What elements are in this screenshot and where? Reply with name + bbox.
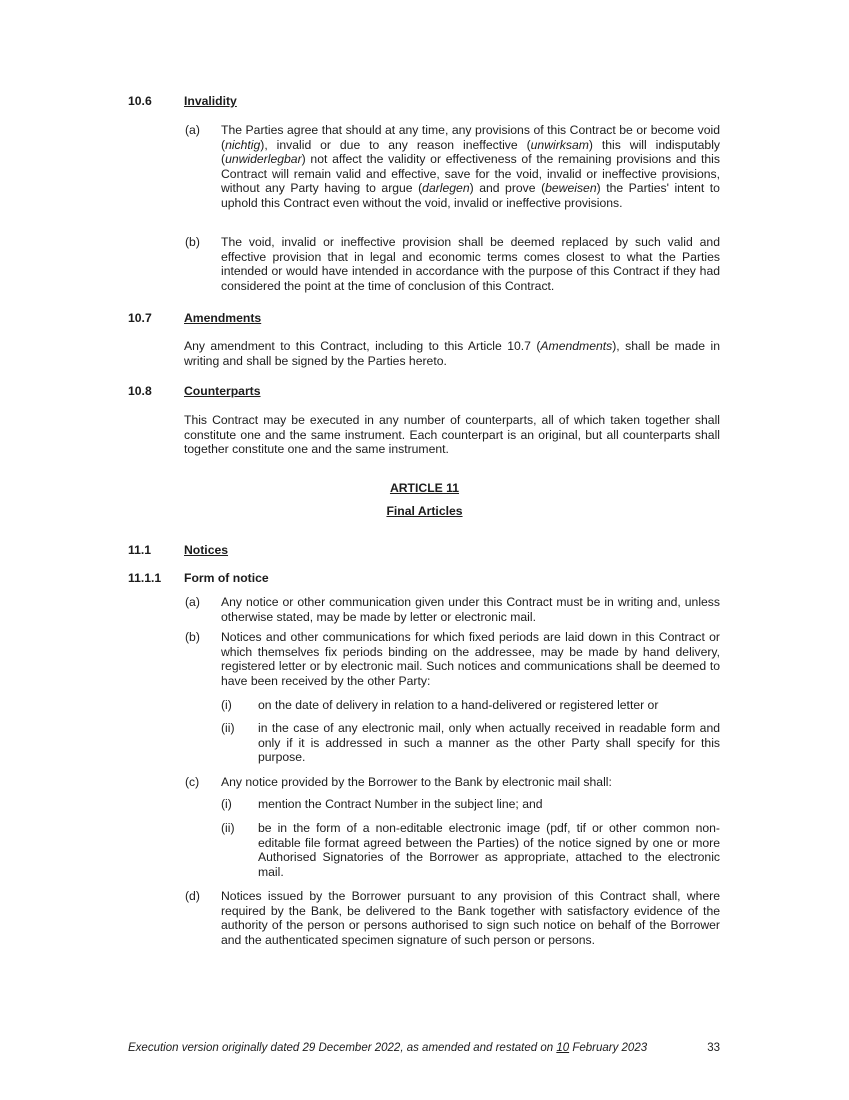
- clause-label: (d): [185, 889, 200, 903]
- clause-label: (a): [185, 123, 200, 137]
- section-number: 10.6: [128, 94, 152, 108]
- clause-11-1-1-c-ii: be in the form of a non-editable electronic image (pdf, tif or other common non-editable file format agreed between the Parties) of the notice signed by one or more Authorised Signatories of the Borrower as appropriate, attached to the electronic mail.: [258, 821, 720, 879]
- clause-11-1-1-b-ii: in the case of any electronic mail, only when actually received in readable form and only if it is addressed in such a manner as the other Party shall specify for this purpose.: [258, 721, 720, 765]
- clause-10-6-a: The Parties agree that should at any time, any provisions of this Contract be or become void (nichtig), invalid or due to any reason ineffective (unwirksam) this will indisputably (unwiderlegbar) not affect the validity or effectiveness of the remaining provisions and this Contract will remain valid and effective, save for the void, invalid or ineffective provisions, without any Party having to argue (darlegen) and prove (beweisen) the Parties' intent to uphold this Contract even without the void, invalid or ineffective provisions.: [221, 123, 720, 210]
- section-title-amendments: Amendments: [184, 311, 262, 325]
- clause-11-1-1-a: Any notice or other communication given under this Contract must be in writing and, unless otherwise stated, may be made by letter or electronic mail.: [221, 595, 720, 624]
- section-number: 11.1: [128, 543, 152, 557]
- subsection-number: 11.1.1: [128, 571, 162, 585]
- clause-11-1-1-c: Any notice provided by the Borrower to the Bank by electronic mail shall:: [221, 775, 612, 789]
- clause-11-1-1-b: Notices and other communications for which fixed periods are laid down in this Contract or which themselves fix periods binding on the addressee, may be made by hand delivery, registered letter or by electronic mail. Such notices and communications shall be deemed to have been received by the other Party:: [221, 630, 720, 688]
- section-number: 10.7: [128, 311, 152, 325]
- clause-11-1-1-b-i: on the date of delivery in relation to a hand-delivered or registered letter or: [258, 698, 659, 712]
- clause-label: (a): [185, 595, 200, 609]
- clause-label: (b): [185, 235, 200, 249]
- subclause-label: (ii): [221, 721, 235, 735]
- section-title-notices: Notices: [184, 543, 229, 557]
- article-heading: ARTICLE 11: [389, 481, 460, 495]
- page-number: 33: [707, 1042, 720, 1054]
- section-10-8-text: This Contract may be executed in any number of counterparts, all of which taken together shall constitute one and the same instrument. Each counterpart is an original, but all counterparts shall together constitute one and the same instrument.: [184, 413, 720, 457]
- section-title-invalidity: Invalidity: [184, 94, 237, 108]
- subclause-label: (i): [221, 698, 232, 712]
- clause-11-1-1-c-i: mention the Contract Number in the subject line; and: [258, 797, 543, 811]
- clause-label: (b): [185, 630, 200, 644]
- article-subheading: Final Articles: [386, 504, 463, 518]
- footer-version-text: Execution version originally dated 29 December 2022, as amended and restated on 10 February 2023: [128, 1042, 648, 1054]
- section-title-counterparts: Counterparts: [184, 384, 261, 398]
- section-10-7-text: Any amendment to this Contract, including to this Article 10.7 (Amendments), shall be made in writing and shall be signed by the Parties hereto.: [184, 339, 720, 368]
- clause-10-6-b: The void, invalid or ineffective provision shall be deemed replaced by such valid and effective provision that in legal and economic terms comes closest to what the Parties intended or would have intended in accordance with the purpose of this Contract if they had considered the point at the time of conclusion of this Contract.: [221, 235, 720, 293]
- subclause-label: (ii): [221, 821, 235, 835]
- clause-11-1-1-d: Notices issued by the Borrower pursuant to any provision of this Contract shall, where required by the Bank, be delivered to the Bank together with satisfactory evidence of the authority of the person or persons authorised to sign such notice on behalf of the Borrower and the authenticated specimen signature of such person or persons.: [221, 889, 720, 947]
- subsection-title: Form of notice: [184, 571, 269, 585]
- page-footer: [128, 1041, 720, 1056]
- subclause-label: (i): [221, 797, 232, 811]
- section-number: 10.8: [128, 384, 152, 398]
- clause-label: (c): [185, 775, 200, 789]
